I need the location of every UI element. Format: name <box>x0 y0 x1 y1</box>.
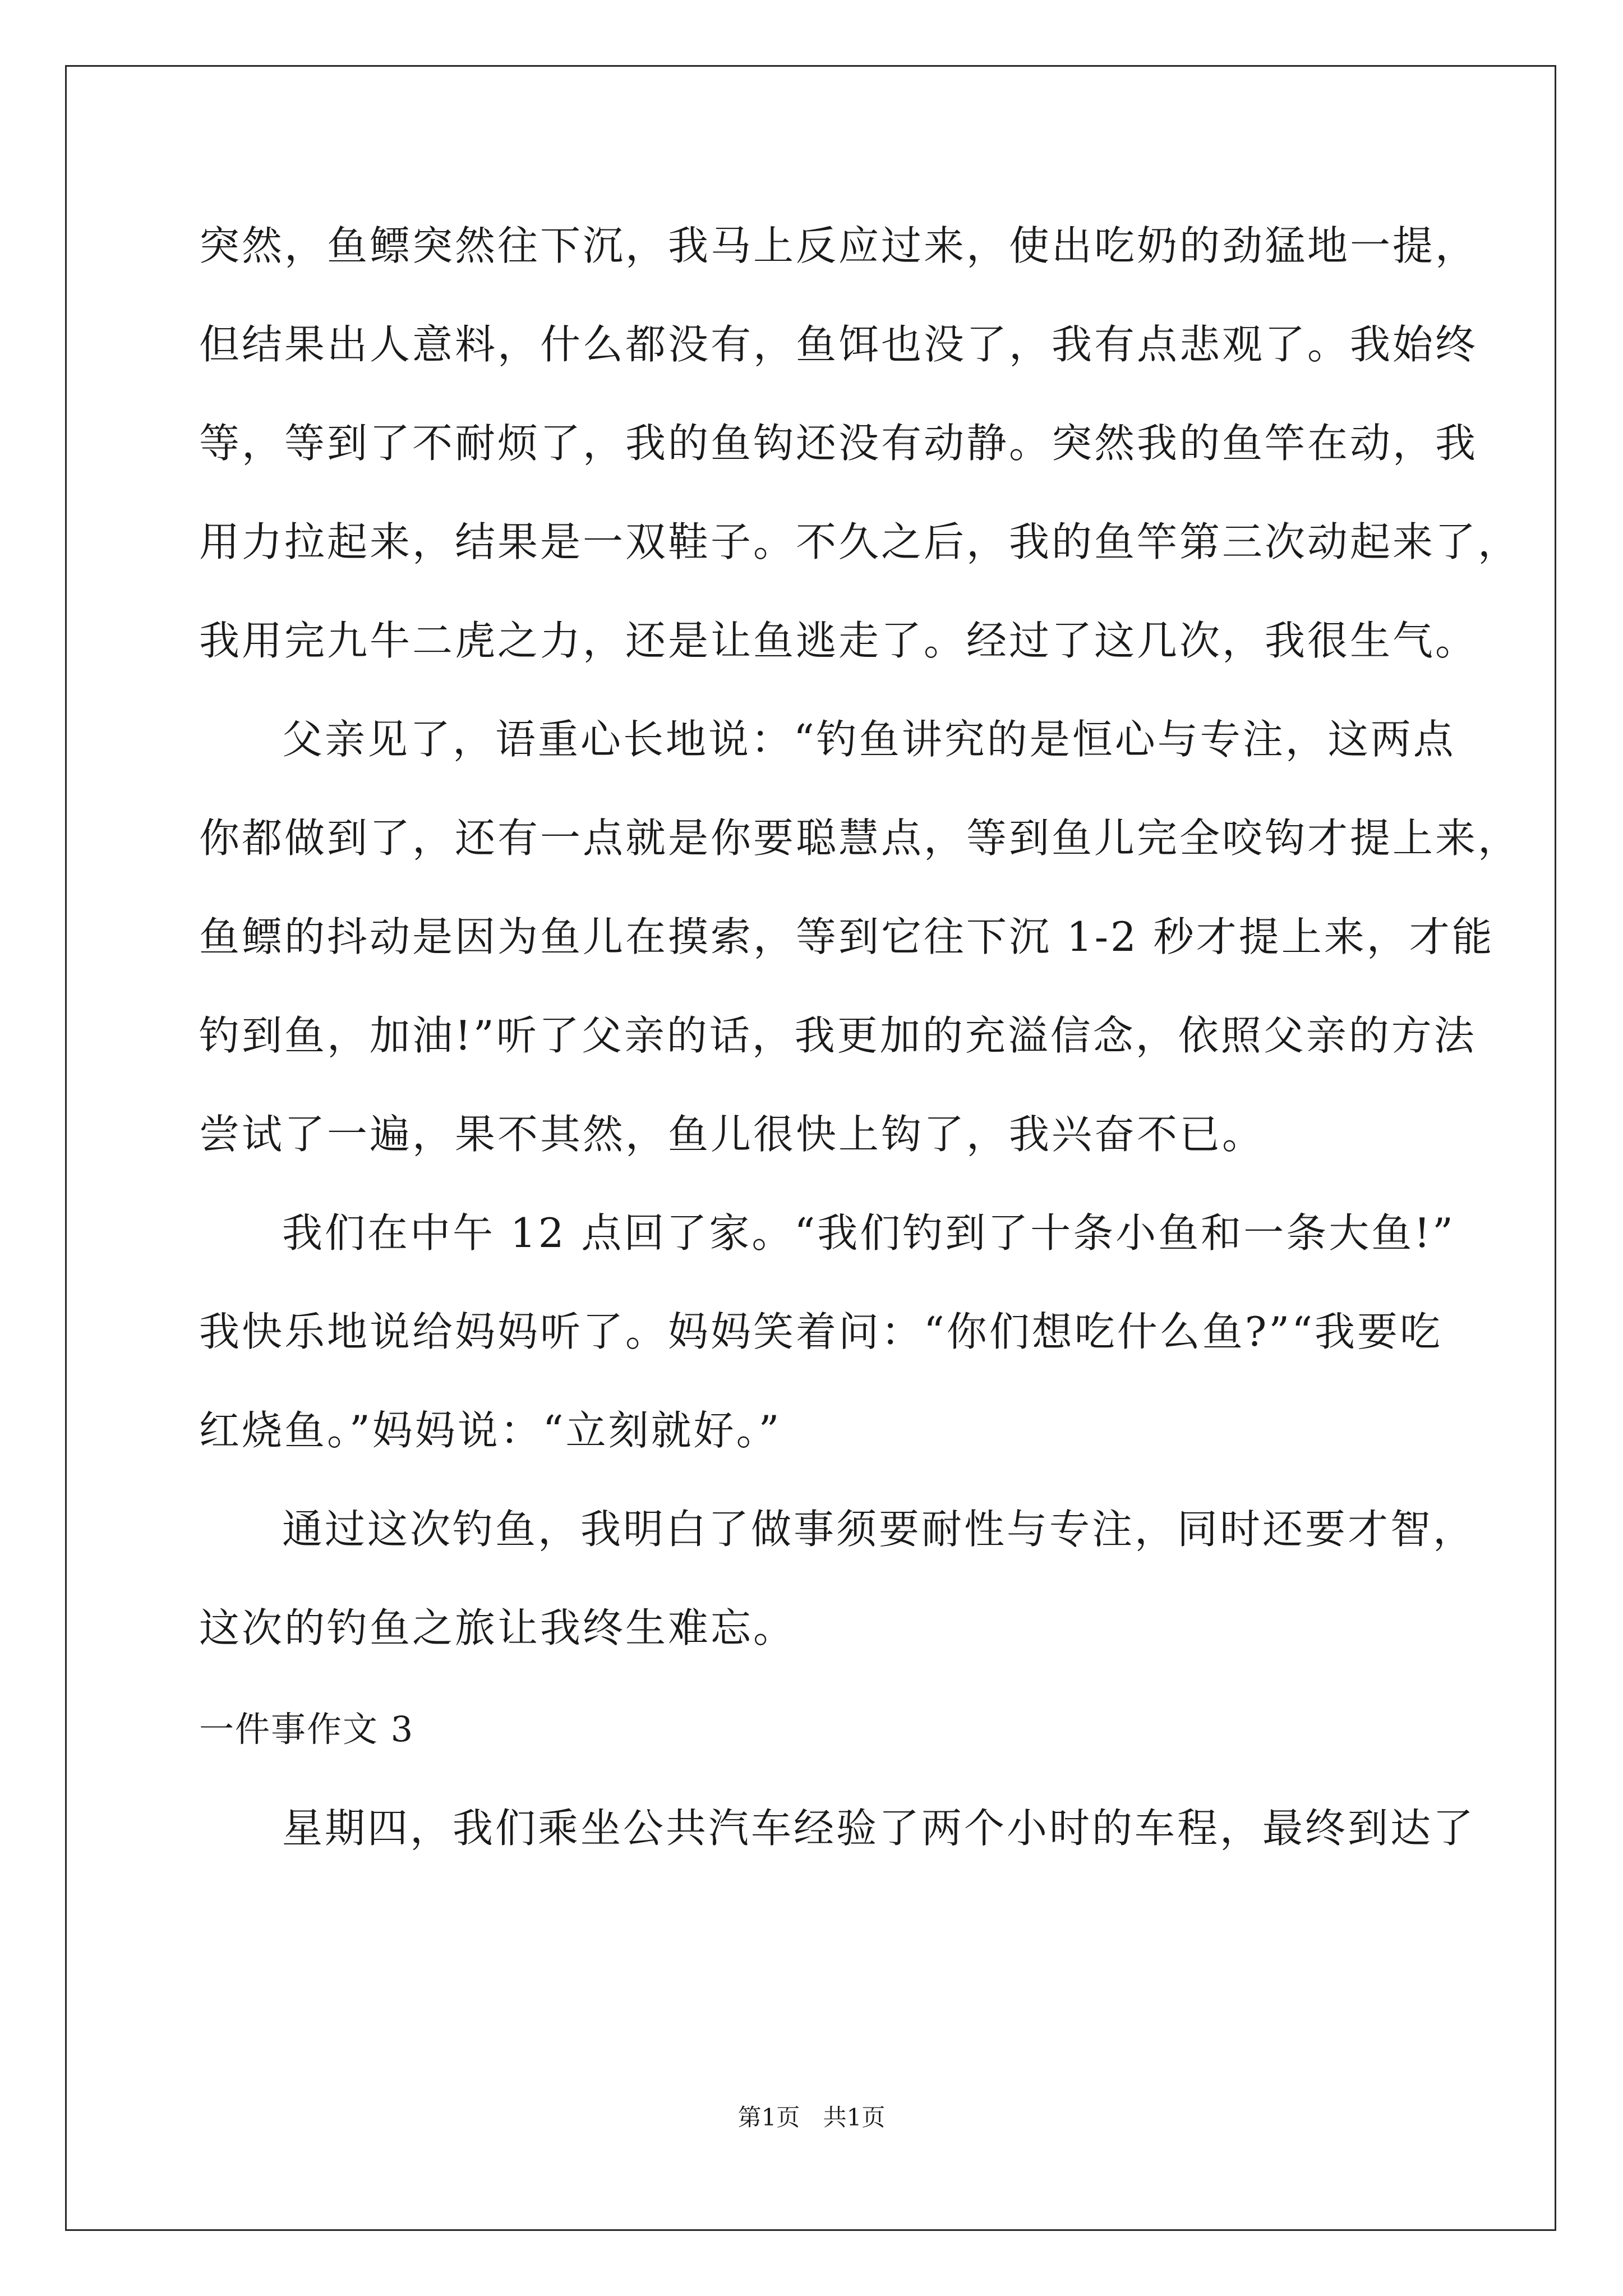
page-footer <box>0 2102 1623 2133</box>
text-line: 但结果出人意料，什么都没有，鱼饵也没了，我有点悲观了。我始终 <box>199 321 1478 368</box>
text-line: 你都做到了，还有一点就是你要聪慧点，等到鱼儿完全咬钩才提上来， <box>199 815 1521 862</box>
text-line: 我快乐地说给妈妈听了。妈妈笑着问：“你们想吃什么鱼?”“我要吃 <box>199 1308 1443 1355</box>
page-number: 第1页 <box>737 2104 800 2131</box>
text-line: 这次的钓鱼之旅让我终生难忘。 <box>199 1604 796 1651</box>
paragraph-start-line: 父亲见了，语重心长地说：“钓鱼讲究的是恒心与专注，这两点 <box>282 716 1456 763</box>
paragraph-start-line: 通过这次钓鱼，我明白了做事须要耐性与专注，同时还要才智， <box>282 1506 1476 1553</box>
text-line: 等，等到了不耐烦了，我的鱼钩还没有动静。突然我的鱼竿在动，我 <box>199 420 1478 467</box>
paragraph-start-line: 星期四，我们乘坐公共汽车经验了两个小时的车程，最终到达了 <box>282 1805 1476 1852</box>
text-line: 红烧鱼。”妈妈说：“立刻就好。” <box>199 1407 782 1454</box>
text-line: 鱼鳔的抖动是因为鱼儿在摸索，等到它往下沉 1-2 秒才提上来，才能 <box>199 913 1495 960</box>
paragraph-start-line: 我们在中午 12 点回了家。“我们钓到了十条小鱼和一条大鱼!” <box>282 1209 1455 1257</box>
text-line: 突然，鱼鳔突然往下沉，我马上反应过来，使出吃奶的劲猛地一提， <box>199 222 1478 269</box>
total-pages: 共1页 <box>823 2104 886 2131</box>
text-line: 用力拉起来，结果是一双鞋子。不久之后，我的鱼竿第三次动起来了， <box>199 518 1521 565</box>
section-heading: 一件事作文 3 <box>199 1709 414 1750</box>
text-line: 钓到鱼，加油!”听了父亲的话，我更加的充溢信念，依照父亲的方法 <box>199 1012 1477 1059</box>
text-line: 尝试了一遍，果不其然，鱼儿很快上钩了，我兴奋不已。 <box>199 1111 1265 1158</box>
text-line: 我用完九牛二虎之力，还是让鱼逃走了。经过了这几次，我很生气。 <box>199 617 1478 664</box>
